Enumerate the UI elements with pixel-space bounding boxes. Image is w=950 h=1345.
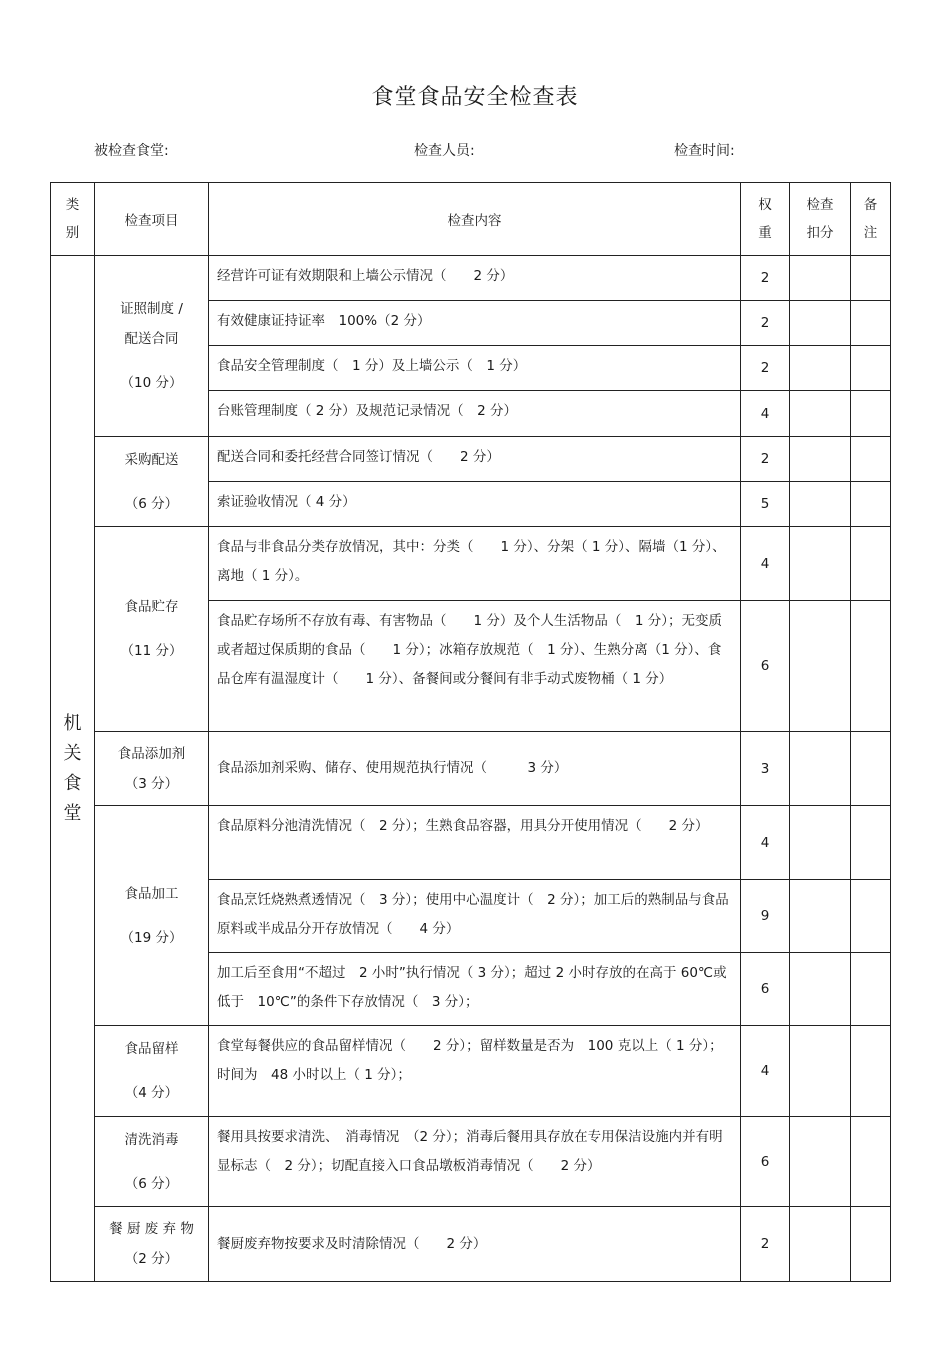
check-item-cell [95, 437, 209, 527]
deduction-cell[interactable] [790, 601, 851, 732]
table-row [51, 1207, 891, 1282]
weight-cell: 4 [741, 527, 790, 601]
header-row [51, 183, 891, 256]
check-item-name: 食品留样 [124, 1041, 179, 1057]
table-row [51, 527, 891, 601]
weight-cell: 4 [741, 391, 790, 437]
check-item-score: （6 分） [124, 495, 179, 512]
check-item-name: 食品添加剂 [117, 745, 186, 762]
check-content: 食品贮存场所不存放有毒、有害物品（ 1 分）及个人生活物品（ 1 分）；无变质或者超过保质期的食品（ 1 分）；冰箱存放规范（ 1 分）、生熟分离（1 分）、食品仓库有温湿度计（ 1 分）、备餐间或分餐间有非手动式废物桶（ 1 分） [209, 601, 741, 732]
check-content: 配送合同和委托经营合同签订情况（ 2 分） [209, 437, 741, 482]
canteen-label: 被检查食堂: [94, 143, 169, 159]
check-content: 食品烹饪烧熟煮透情况（ 3 分）；使用中心温度计（ 2 分）；加工后的熟制品与食品原料或半成品分开存放情况（ 4 分） [209, 880, 741, 953]
check-item-cell [95, 1026, 209, 1117]
deduction-cell[interactable] [790, 953, 851, 1026]
check-content: 食品与非食品分类存放情况，其中：分类（ 1 分）、分架（ 1 分）、隔墙（1 分）、离地（ 1 分）。 [209, 527, 741, 601]
deduction-cell[interactable] [790, 1117, 851, 1207]
header-category-text: 类别 [65, 197, 80, 241]
deduction-cell[interactable] [790, 256, 851, 301]
table-row [51, 437, 891, 482]
table-row [51, 732, 891, 806]
deduction-cell[interactable] [790, 806, 851, 880]
remark-cell[interactable] [851, 601, 891, 732]
header-remark [851, 183, 891, 256]
deduction-cell[interactable] [790, 346, 851, 391]
check-content: 经营许可证有效期限和上墙公示情况（ 2 分） [209, 256, 741, 301]
remark-cell[interactable] [851, 880, 891, 953]
weight-cell: 2 [741, 346, 790, 391]
check-item-score: （4 分） [124, 1085, 179, 1101]
check-content: 加工后至食用“不超过 2 小时”执行情况（ 3 分）；超过 2 小时存放的在高于 60℃或低于 10℃”的条件下存放情况（ 3 分）； [209, 953, 741, 1026]
header-content: 检查内容 [209, 183, 741, 256]
weight-cell: 4 [741, 1026, 790, 1117]
header-item: 检查项目 [95, 183, 209, 256]
check-item-cell [95, 1207, 209, 1282]
check-item-score: （11 分） [120, 643, 183, 659]
deduction-cell[interactable] [790, 391, 851, 437]
deduction-cell[interactable] [790, 482, 851, 527]
inspection-time-label: 检查时间: [674, 143, 735, 159]
check-content: 食品添加剂采购、储存、使用规范执行情况（ 3 分） [209, 732, 741, 806]
remark-cell[interactable] [851, 346, 891, 391]
check-item-cell [95, 806, 209, 1026]
remark-cell[interactable] [851, 482, 891, 527]
check-item-name: 证照制度 / 配送合同 [120, 301, 183, 347]
remark-cell[interactable] [851, 437, 891, 482]
check-item-name: 清洗消毒 [124, 1131, 179, 1148]
weight-cell: 6 [741, 601, 790, 732]
page-title: 食堂食品安全检查表 [371, 85, 579, 110]
header-category [51, 183, 95, 256]
check-item-score: （3 分） [124, 775, 179, 792]
check-item-score: （6 分） [124, 1175, 179, 1192]
category-cell [51, 256, 95, 1282]
header-deduction-text: 检查扣分 [806, 197, 834, 241]
check-content: 食品安全管理制度（ 1 分）及上墙公示（ 1 分） [209, 346, 741, 391]
check-item-cell [95, 527, 209, 732]
table-row [51, 1117, 891, 1207]
check-content: 台账管理制度（ 2 分）及规范记录情况（ 2 分） [209, 391, 741, 437]
table-row [51, 256, 891, 301]
weight-cell: 3 [741, 732, 790, 806]
remark-cell[interactable] [851, 256, 891, 301]
check-item-cell [95, 732, 209, 806]
weight-cell: 2 [741, 437, 790, 482]
weight-cell: 5 [741, 482, 790, 527]
table-row [51, 806, 891, 880]
header-weight-text: 权重 [758, 197, 772, 241]
remark-cell[interactable] [851, 732, 891, 806]
weight-cell: 4 [741, 806, 790, 880]
check-content: 食堂每餐供应的食品留样情况（ 2 分）；留样数量是否为 100 克以上（ 1 分）；时间为 48 小时以上（ 1 分）； [209, 1026, 741, 1117]
remark-cell[interactable] [851, 527, 891, 601]
check-item-cell [95, 1117, 209, 1207]
remark-cell[interactable] [851, 1026, 891, 1117]
inspector-label: 检查人员: [414, 143, 475, 159]
deduction-cell[interactable] [790, 1207, 851, 1282]
weight-cell: 6 [741, 1117, 790, 1207]
deduction-cell[interactable] [790, 880, 851, 953]
check-item-name: 餐 厨 废 弃 物 [109, 1221, 194, 1237]
check-content: 索证验收情况（ 4 分） [209, 482, 741, 527]
remark-cell[interactable] [851, 953, 891, 1026]
header-deduction [790, 183, 851, 256]
inspection-table [50, 182, 891, 1282]
deduction-cell[interactable] [790, 437, 851, 482]
remark-cell[interactable] [851, 1207, 891, 1282]
header-remark-text: 备注 [863, 197, 878, 241]
check-content: 餐厨废弃物按要求及时清除情况（ 2 分） [209, 1207, 741, 1282]
remark-cell[interactable] [851, 391, 891, 437]
weight-cell: 6 [741, 953, 790, 1026]
check-content: 有效健康证持证率 100%（2 分） [209, 301, 741, 346]
weight-cell: 2 [741, 1207, 790, 1282]
deduction-cell[interactable] [790, 732, 851, 806]
check-item-name: 食品加工 [124, 885, 179, 902]
deduction-cell[interactable] [790, 527, 851, 601]
remark-cell[interactable] [851, 301, 891, 346]
table-row [51, 1026, 891, 1117]
deduction-cell[interactable] [790, 1026, 851, 1117]
weight-cell: 9 [741, 880, 790, 953]
check-item-score: （2 分） [124, 1251, 179, 1267]
check-item-score: （10 分） [120, 375, 183, 391]
check-content: 食品原料分池清洗情况（ 2 分）；生熟食品容器，用具分开使用情况（ 2 分） [209, 806, 741, 880]
check-item-name: 采购配送 [124, 451, 179, 468]
remark-cell[interactable] [851, 806, 891, 880]
category-label: 机关食堂 [63, 712, 82, 824]
header-weight [741, 183, 790, 256]
weight-cell: 2 [741, 256, 790, 301]
check-content: 餐用具按要求清洗、 消毒情况 （2 分）；消毒后餐用具存放在专用保洁设施内并有明显标志（ 2 分）；切配直接入口食品墩板消毒情况（ 2 分） [209, 1117, 741, 1207]
remark-cell[interactable] [851, 1117, 891, 1207]
deduction-cell[interactable] [790, 301, 851, 346]
weight-cell: 2 [741, 301, 790, 346]
check-item-name: 食品贮存 [124, 599, 179, 615]
check-item-score: （19 分） [120, 929, 183, 946]
check-item-cell [95, 256, 209, 437]
